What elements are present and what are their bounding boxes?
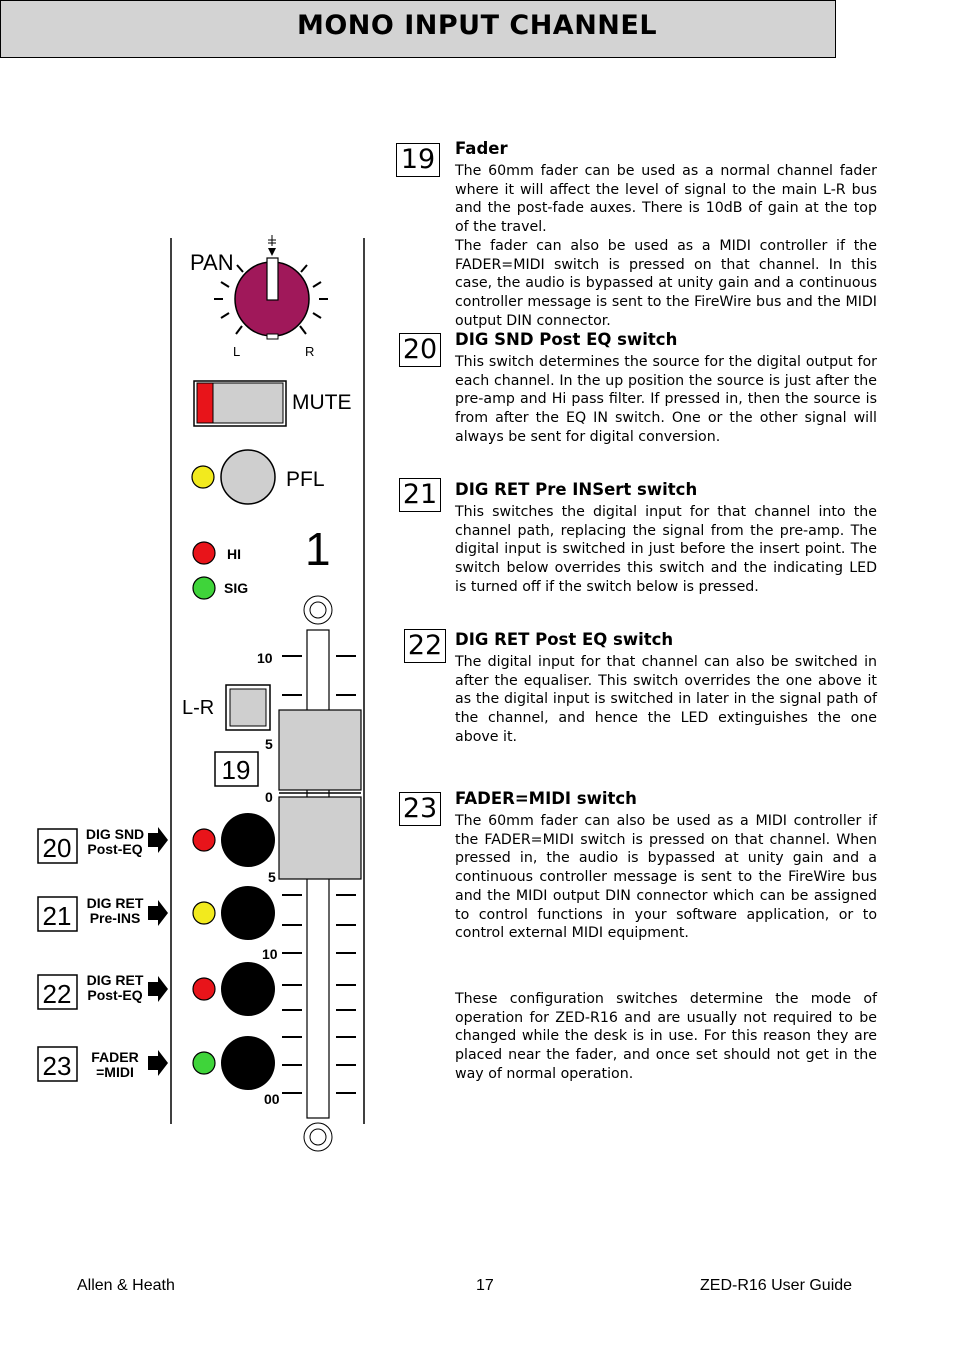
callout-number-23: 23 xyxy=(42,1051,72,1081)
pan-label: PAN xyxy=(190,250,234,275)
closing-paragraph: These configuration switches determine the mode of operation for ZED-R16 and are usually not required to be changed while the desk is in use. For this reason they are placed near the fader, and once set should not get in the way of normal operation. xyxy=(455,991,877,1082)
fader-scale-0: 0 xyxy=(265,789,273,805)
fader-callout-number: 19 xyxy=(221,755,251,785)
pfl-led xyxy=(192,466,214,488)
mute-label: MUTE xyxy=(292,391,352,414)
switch-label-21-line1: DIG RET xyxy=(86,895,144,911)
pfl-button[interactable] xyxy=(221,450,275,504)
switch-dig-ret-post-eq[interactable] xyxy=(148,962,275,1016)
section-body-dig-ret-post: The digital input for that channel can also be switched in after the equaliser. This switch overrides the one above it as the digital input is switched in later in the signal path of the channel, and hence the LED extinguishes the one above it. xyxy=(455,654,877,745)
fader-scale-10-bottom: 10 xyxy=(262,946,278,962)
callout-number-22: 22 xyxy=(42,979,72,1009)
section-body-fader-midi: The 60mm fader can also be used as a MIDI controller if the FADER=MIDI switch is pressed on that channel. When pressed in, the audio is bypassed at unity gain and a continuous controller message is sent to the FireWire bus and the MIDI output DIN connector which can be assigned to control functions in your software application, or to control external MIDI equipment. xyxy=(455,813,877,942)
section-number-21: 21 xyxy=(399,478,441,512)
callout-number-20: 20 xyxy=(42,833,72,863)
section-heading-dig-ret-pre: DIG RET Pre INSert switch xyxy=(455,480,698,499)
section-body-fader: The 60mm fader can be used as a normal channel fader where it will affect the level of signal to the main L-R bus and the post-fade auxes. There is 10dB of gain at the top of the travel. The fader can also be used as a MIDI controller if the FADER=MIDI switch is pressed on that channel. In this case, the audio is bypassed at unity gain and a continuous controller message is sent to the FireWire bus and the MIDI output DIN connector. xyxy=(455,163,877,329)
section-number-23: 23 xyxy=(399,792,441,826)
section-number-22: 22 xyxy=(404,629,446,663)
switch-label-20-line2: Post-EQ xyxy=(87,841,143,857)
pan-left-label: L xyxy=(233,344,241,359)
switch-label-20 xyxy=(84,827,146,857)
section-number-19: 19 xyxy=(396,143,440,177)
section-heading-dig-ret-post: DIG RET Post EQ switch xyxy=(455,630,674,649)
switch-label-21-line2: Pre-INS xyxy=(89,910,141,926)
pan-right-label: R xyxy=(305,344,315,359)
switch-label-23-line2: =MIDI xyxy=(96,1064,134,1080)
section-body-dig-snd: This switch determines the source for the digital output for each channel. In the up position the source is just after the pre-amp and Hi pass filter. If pressed in, then the source is from after the EQ IN switch. One or the other signal will always be sent for digital conversion. xyxy=(455,354,877,445)
switch-label-23-line1: FADER xyxy=(91,1049,139,1065)
sig-label: SIG xyxy=(224,580,249,596)
hi-led xyxy=(193,542,215,564)
footer-page-number: 17 xyxy=(476,1277,494,1294)
fader-scale-10-top: 10 xyxy=(257,650,273,666)
fader-scale-5-top: 5 xyxy=(265,736,273,752)
section-number-20: 20 xyxy=(399,333,441,367)
switch-label-22 xyxy=(84,973,146,1003)
channel-number: 1 xyxy=(305,523,331,575)
callout-number-21: 21 xyxy=(42,901,72,931)
section-heading-fader-midi: FADER=MIDI switch xyxy=(455,789,637,808)
footer-left: Allen & Heath xyxy=(77,1277,175,1294)
switch-fader-midi[interactable] xyxy=(148,1036,275,1090)
fader-scale-infinity: 00 xyxy=(264,1091,280,1107)
fader-scale-5-bottom: 5 xyxy=(268,869,276,885)
pfl-label: PFL xyxy=(286,468,325,491)
section-heading-dig-snd: DIG SND Post EQ switch xyxy=(455,330,678,349)
section-heading-fader: Fader xyxy=(455,139,508,158)
lr-label: L-R xyxy=(182,697,215,719)
switch-label-21 xyxy=(84,896,146,926)
footer-right: ZED-R16 User Guide xyxy=(700,1277,853,1294)
hi-label: HI xyxy=(227,546,241,562)
page-title: MONO INPUT CHANNEL xyxy=(296,10,658,41)
switch-label-23 xyxy=(84,1050,146,1080)
mute-button[interactable] xyxy=(194,381,286,426)
switch-label-20-line1: DIG SND xyxy=(85,826,145,842)
switch-dig-snd-post-eq[interactable] xyxy=(148,813,275,867)
switch-label-22-line2: Post-EQ xyxy=(87,987,143,1003)
switch-label-22-line1: DIG RET xyxy=(86,972,144,988)
switch-dig-ret-pre-ins[interactable] xyxy=(148,886,275,940)
lr-assign-button[interactable] xyxy=(226,685,270,730)
section-body-dig-ret-pre: This switches the digital input for that channel into the channel path, replacing the signal from the pre-amp. The digital input is switched in just before the insert point. The switch below overrides this switch and the indicating LED is turned off if the switch below is pressed. xyxy=(455,504,877,595)
sig-led xyxy=(193,577,215,599)
